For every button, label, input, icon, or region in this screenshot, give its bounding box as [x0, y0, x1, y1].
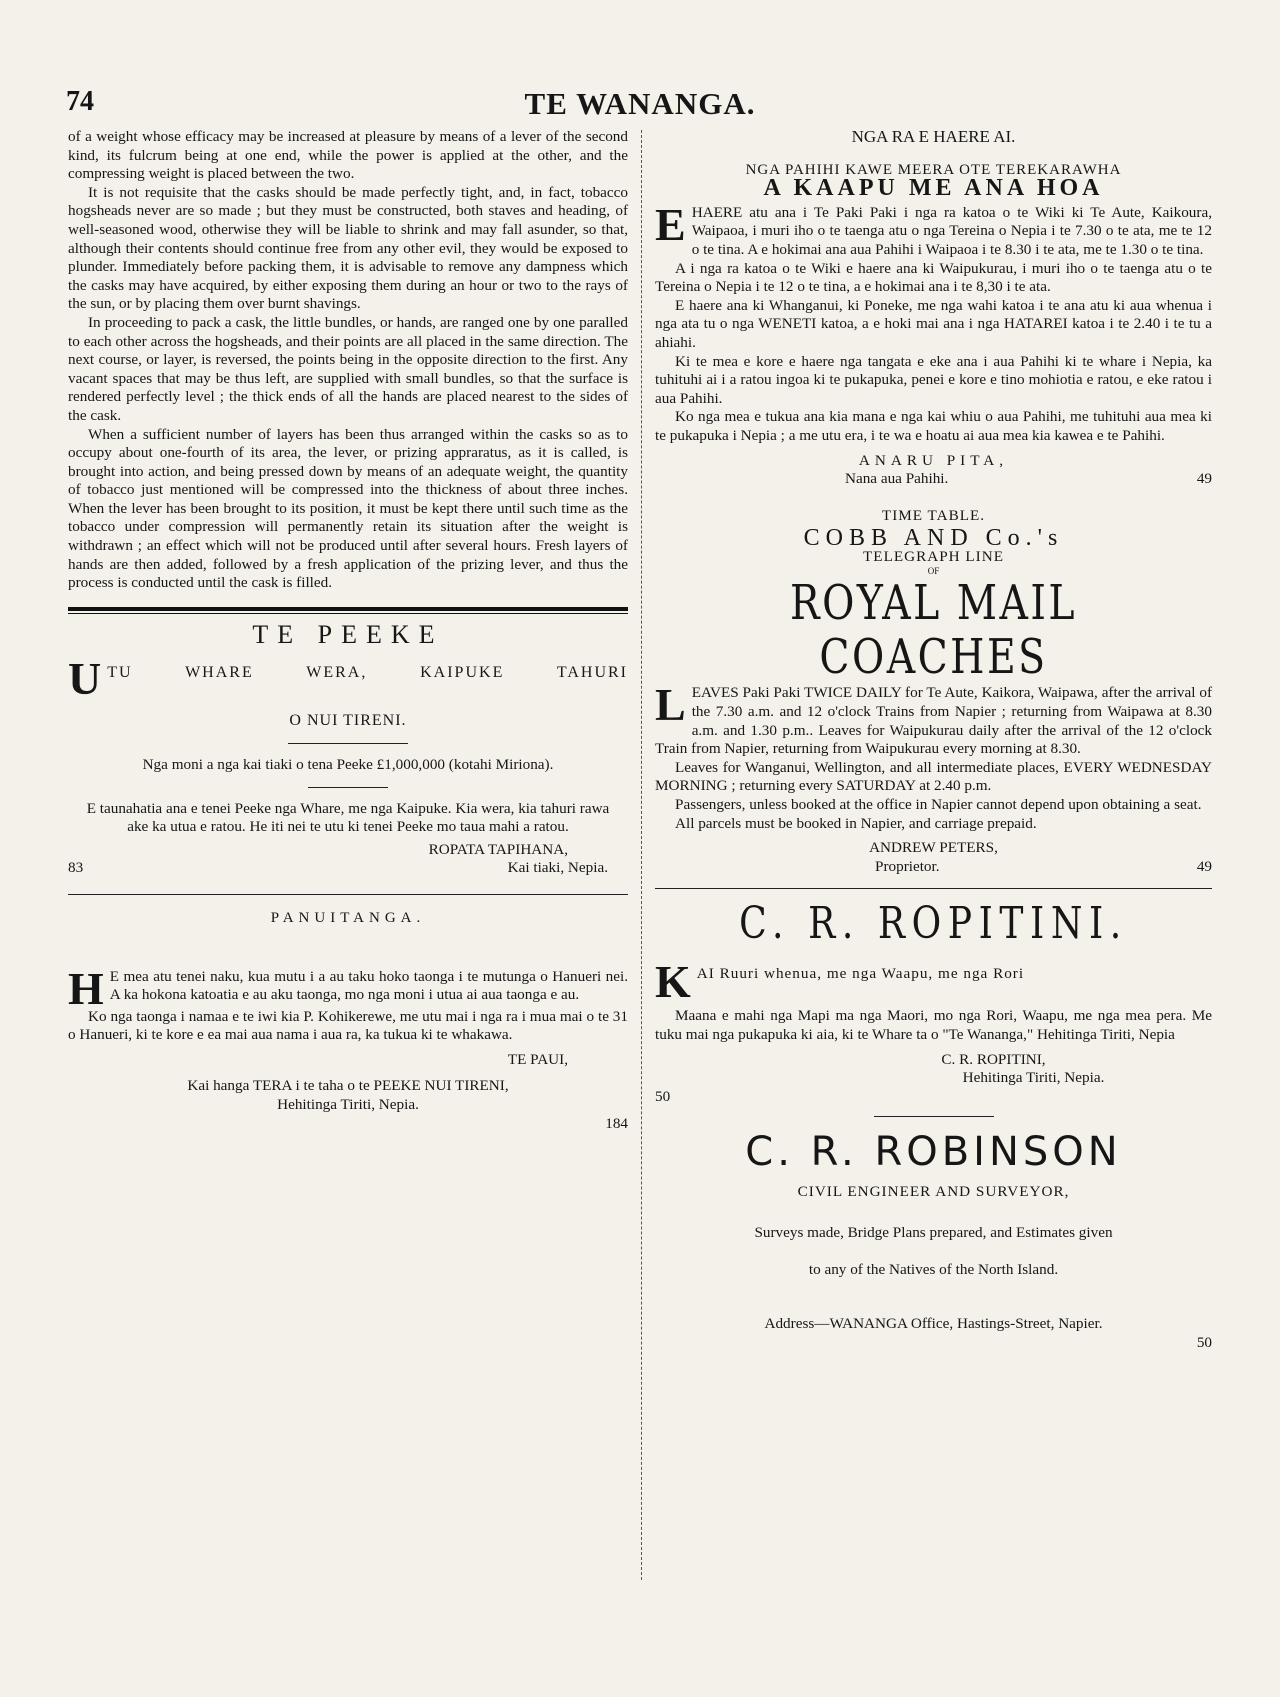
page-title: TE WANANGA.: [524, 86, 756, 121]
article-paragraph: In proceeding to pack a cask, the little bundles, or hands, are ranged one by one paralled to each other across the hogsheads, and their points are all placed in the same direction. The next course, or layer, is reversed, the points being in the opposite direction to the first. Any vacant spaces that may be thus left, are supplied with small bundles, so that the surface is rendered perfectly level ; the thick ends of all the hands are placed nearest to the sides of the cask.: [68, 313, 628, 424]
peeke-signer-title: Kai tiaki, Nepia.: [507, 859, 608, 877]
coach-paragraph: Ki te mea e kore e haere nga tangata e eke ana i aua Pahihi ki te whare i Nepia, ka tuhituhi ai i a ratou ingoa ki te pukapuka, penei e kore e tino mohiotia e ratou, e eke ratou i aua Pahihi.: [655, 352, 1212, 407]
panui-advert: [68, 909, 628, 1133]
timetable-title: TIME TABLE.: [881, 506, 986, 524]
coach-signer: ANARU PITA,: [858, 451, 1009, 469]
coach-subtitle: NGA PAHIHI KAWE MEERA OTE TEREKARAWHA: [745, 161, 1122, 178]
coach-paragraph: Leaves for Wanganui, Wellington, and all intermediate places, EVERY WEDNESDAY MORNING ; returning every SATURDAY at 2.40 p.m.: [655, 758, 1212, 795]
ad-ref: 50: [1196, 1333, 1212, 1351]
column-divider: [641, 130, 642, 1580]
ad-ref: 49: [1196, 857, 1212, 875]
telegraph-line: TELEGRAPH LINE: [863, 547, 1004, 565]
coach-paragraph: EAVES Paki Paki TWICE DAILY for Te Aute, Kaikora, Waipawa, after the arrival of the 7.30 a.m. and 12 o'clock Trains from Napier ; returning from Waipawa at 8.30 a.m. and 1.30 p.m.. Leaves for Waipukurau daily after the arrival of the 12 o'clock Train from Napier, returning from Waipukurau every morning at 8.30.: [655, 684, 1212, 758]
section-divider: [655, 888, 1212, 889]
ad-ref: 83: [68, 859, 84, 877]
coach-title: NGA RA E HAERE AI.: [851, 127, 1016, 146]
dropcap: K: [655, 956, 691, 1008]
panui-address: Hehitinga Tiriti, Nepia.: [277, 1095, 419, 1113]
section-divider: [68, 894, 628, 895]
peeke-title: TE PEEKE: [252, 619, 444, 649]
robinson-profession: CIVIL ENGINEER AND SURVEYOR,: [797, 1183, 1070, 1201]
peeke-capital: Nga moni a nga kai tiaki o tena Peeke £1,000,000 (kotahi Miriona).: [142, 756, 554, 774]
ropitini-line: AI Ruuri whenua, me nga Waapu, me nga Rori: [696, 965, 1025, 983]
ropitini-signer: C. R. ROPITINI,: [941, 1050, 1046, 1068]
robinson-address: Address—WANANGA Office, Hastings-Street, Napier.: [764, 1315, 1103, 1333]
ad-ref: 184: [605, 1114, 628, 1132]
coach-paragraph: Ko nga mea e tukua ana kia mana e nga kai whiu o aua Pahihi, me tuhituhi aua mea ki te pukapuka i Nepia ; a me utu era, i te wa e hoatu ai aua mea kia kawea e te Pahihi.: [655, 408, 1212, 444]
dropcap: E: [655, 198, 686, 250]
robinson-services: Surveys made, Bridge Plans prepared, and Estimates given: [754, 1223, 1113, 1241]
panui-paragraph: Ko nga taonga i namaa e te iwi kia P. Kohikerewe, me utu mai i nga ra i mua mai o te 31 o Hanueri, ki te kore e ea mai aua nama i aua ra, ka tukua ki te whakawa.: [68, 1007, 628, 1044]
robinson-title: C. R. ROBINSON: [745, 1129, 1122, 1176]
page-header: [60, 86, 1220, 126]
peeke-body: E taunahatia ana e tenei Peeke nga Whare, me nga Kaipuke. Kia wera, kia tahuri rawa ake ka utua e ratou. He iti nei te utu ki tenei Peeke mo taua mahi a ratou.: [86, 799, 610, 836]
peeke-advert: [68, 619, 628, 878]
coach-signer: ANDREW PETERS,: [869, 839, 998, 857]
coach-paragraph: A i nga ra katoa o te Wiki e haere ana ki Waipukurau, i muri iho o te taenga atu o te Tereina o Nepia i te 12 o te tina, a e hokimai ana i te 8,30 i te ata.: [655, 259, 1212, 296]
article-paragraph: It is not requisite that the casks should be made perfectly tight, and, in fact, tobacco hogsheads never are so made ; but they must be constructed, both staves and heading, of well-seasoned wood, otherwise they will be liable to shrink and may fall asunder, so that, although their contents should continue free from any other evil, they would be exposed to plunder. Immediately before packing them, it is advisable to remove any dampness which the casks may have acquired, by either exposing them during an hour or two to the rays of the sun, or by placing them over burnt shavings.: [68, 183, 628, 313]
coach-signer-title: Nana aua Pahihi.: [845, 470, 949, 488]
left-column: [68, 128, 628, 1133]
coach-paragraph: E haere ana ki Whanganui, ki Poneke, me nga wahi katoa i te ana atu ki aua whenua i nga ata tu o nga WENETI katoa, a e hoki mai ana i nga HATAREI katoa i te 2.40 i te tu a ahiahi.: [655, 296, 1212, 351]
coach-paragraph: Passengers, unless booked at the office in Napier cannot depend upon obtaining a seat.: [675, 796, 1202, 814]
peeke-signer: ROPATA TAPIHANA,: [428, 840, 568, 858]
dropcap: H: [68, 962, 104, 1014]
coach-signer-title: Proprietor.: [875, 857, 940, 875]
royal-mail-title: ROYAL MAIL COACHES: [790, 575, 1077, 686]
of-label: OF: [927, 566, 940, 577]
ad-ref: 50: [655, 1087, 671, 1105]
dropcap: L: [655, 679, 686, 731]
peeke-line2: O NUI TIRENI.: [289, 712, 407, 730]
article-paragraph: When a sufficient number of layers has been thus arranged within the casks so as to occupy about one-fourth of its area, the lever, or prizing appraratus, as it is called, is brought into action, and being pressed down by means of an adequate weight, the quantity of tobacco just mentioned will be compressed into the thickness of about three inches. When the lever has been brought to its position, it must be kept there until such time as the tobacco under compression will permanently retain its situation after the weight is withdrawn ; an effect which will not be produced until after several hours. Fresh layers of hands are then added, followed by a fresh application of the prizing lever, and thus the process is conducted until the cask is filled.: [68, 425, 628, 592]
panui-paragraph: E mea atu tenei naku, kua mutu i a au taku hoko taonga i te mutunga o Hanueri nei. A ka hokona katoatia e au aku taonga, mo nga moni i utua ai aua taonga e au.: [109, 967, 628, 1004]
coach-subtitle-large: A KAAPU ME ANA HOA: [763, 175, 1104, 202]
article-paragraph: of a weight whose efficacy may be increased at pleasure by means of a lever of the second kind, its fulcrum being at one end, while the power is applied at the other, and the compressing weight is placed between the two.: [68, 128, 628, 183]
page-number: 74: [66, 86, 94, 117]
dropcap: U: [68, 653, 102, 705]
short-rule: [308, 787, 388, 788]
panui-title: PANUITANGA.: [270, 910, 426, 926]
ropitini-body: Maana e mahi nga Mapi ma nga Maori, mo nga Rori, Waapu, me nga mea pera. Me tuku mai nga pukapuka ki aia, ki te Whare ta o "Te Wananga," Hehitinga Tiriti, Nepia: [655, 1007, 1212, 1043]
short-rule: [874, 1116, 994, 1117]
coach-paragraph: All parcels must be booked in Napier, and carriage prepaid.: [675, 814, 1037, 832]
ropitini-address: Hehitinga Tiriti, Nepia.: [962, 1069, 1105, 1087]
short-rule: [288, 743, 408, 744]
cobb-title: COBB AND Co.'s: [803, 525, 1064, 552]
robinson-services: to any of the Natives of the North Island.: [808, 1260, 1059, 1278]
coach-paragraph: HAERE atu ana i Te Paki Paki i nga ra katoa o te Wiki ki Te Aute, Kaikoura, Waipaoa, i muri iho o te taenga atu o nga Tereina o Nepia i te 7.30 o te ata, me te 12 o te tina. A e hokimai ana aua Pahihi i Waipaoa i te 8.30 i te ata, me te 1.30 o te tina.: [691, 203, 1212, 258]
ad-ref: 49: [1196, 470, 1212, 488]
section-divider: [68, 607, 628, 614]
peeke-line1: TU WHARE WERA, KAIPUKE TAHURI: [107, 664, 628, 682]
panui-address: Kai hanga TERA i te taha o te PEEKE NUI TIRENI,: [187, 1077, 509, 1095]
ropitini-title: C. R. ROPITINI.: [739, 898, 1128, 950]
right-column: [655, 128, 1212, 1352]
panui-signer: TE PAUI,: [507, 1050, 568, 1068]
